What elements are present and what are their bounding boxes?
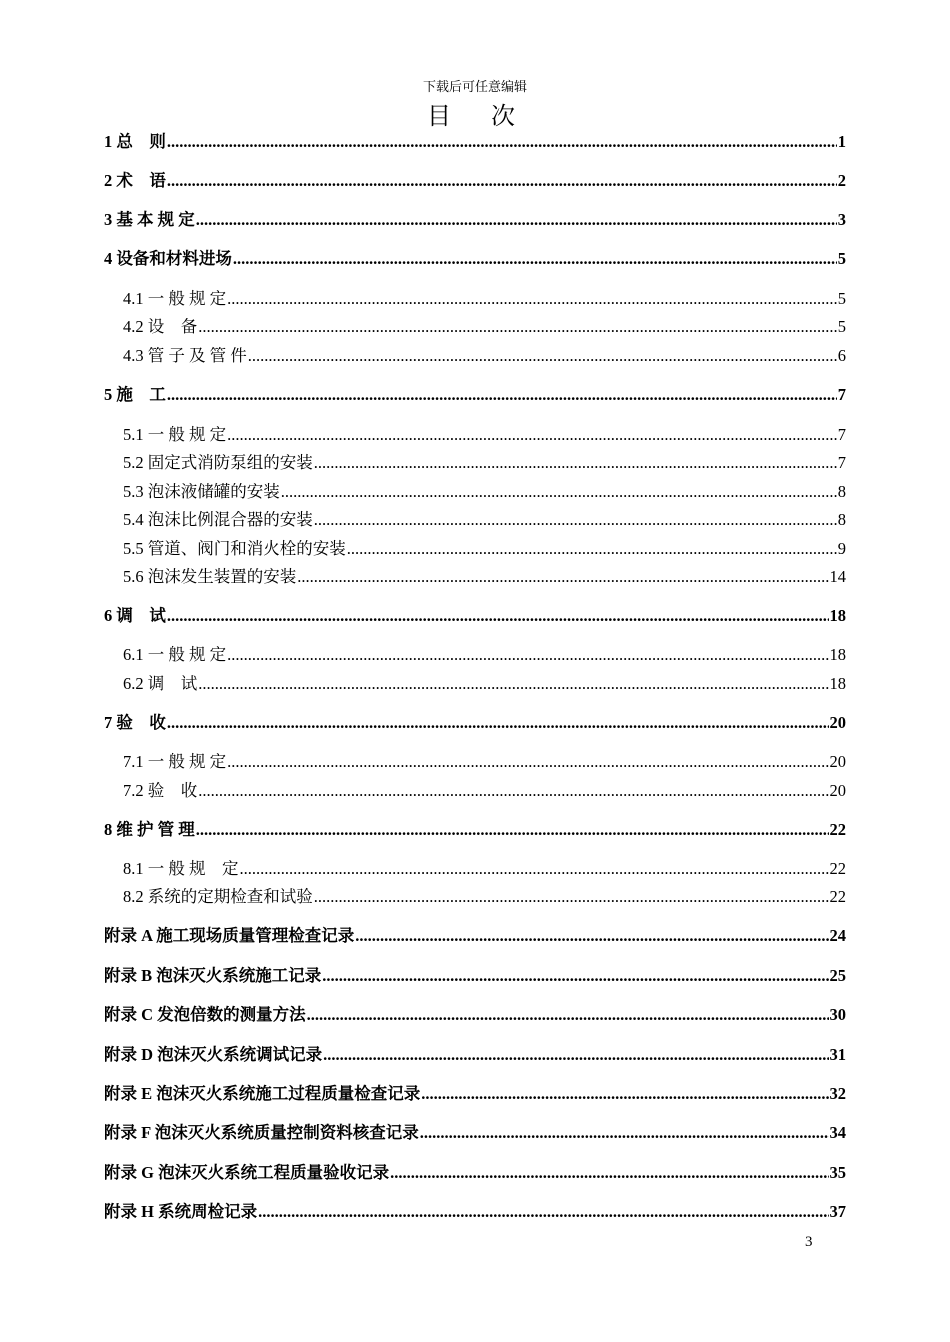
toc-leader-dots bbox=[258, 1202, 828, 1222]
toc-leader-dots bbox=[314, 453, 837, 473]
toc-entry-page: 5 bbox=[837, 317, 846, 336]
toc-leader-dots bbox=[240, 859, 829, 879]
toc-leader-dots bbox=[355, 926, 828, 946]
toc-entry-page: 32 bbox=[829, 1084, 846, 1103]
toc-entry-label: 附录 C 发泡倍数的测量方法 bbox=[104, 1005, 306, 1024]
toc-leader-dots bbox=[167, 385, 837, 405]
toc-entry-label: 附录 A 施工现场质量管理检查记录 bbox=[104, 926, 355, 945]
toc-entry[interactable] bbox=[104, 709, 846, 733]
toc-leader-dots bbox=[198, 781, 828, 801]
toc-leader-dots bbox=[196, 210, 837, 230]
toc-entry[interactable] bbox=[123, 855, 846, 879]
toc-entry-page: 1 bbox=[837, 132, 846, 151]
toc-entry[interactable] bbox=[104, 167, 846, 191]
toc-entry-label: 附录 G 泡沫灭火系统工程质量验收记录 bbox=[104, 1163, 390, 1182]
toc-entry-label: 6.1 一 般 规 定 bbox=[123, 645, 227, 664]
toc-entry[interactable] bbox=[123, 748, 846, 772]
toc-entry[interactable] bbox=[104, 816, 846, 840]
toc-entry[interactable] bbox=[104, 245, 846, 269]
toc-entry[interactable] bbox=[123, 342, 846, 366]
toc-leader-dots bbox=[198, 674, 828, 694]
toc-leader-dots bbox=[307, 1005, 829, 1025]
toc-entry-label: 2 术 语 bbox=[104, 171, 166, 190]
toc-entry-page: 20 bbox=[829, 752, 846, 771]
toc-entry[interactable] bbox=[123, 670, 846, 694]
toc-entry-page: 3 bbox=[837, 210, 846, 229]
toc-entry-page: 22 bbox=[829, 887, 846, 906]
toc-entry-page: 22 bbox=[829, 820, 846, 839]
toc-entry-label: 5.2 固定式消防泵组的安装 bbox=[123, 453, 313, 472]
toc-entry[interactable] bbox=[123, 313, 846, 337]
toc-entry-label: 5.5 管道、阀门和消火栓的安装 bbox=[123, 539, 346, 558]
toc-entry-page: 7 bbox=[837, 425, 846, 444]
toc-entry[interactable] bbox=[123, 641, 846, 665]
toc-leader-dots bbox=[167, 132, 837, 152]
toc-entry[interactable] bbox=[104, 128, 846, 152]
toc-leader-dots bbox=[390, 1163, 828, 1183]
page-number: 3 bbox=[805, 1234, 813, 1250]
toc-entry-page: 35 bbox=[829, 1163, 846, 1182]
toc-entry[interactable] bbox=[104, 1119, 846, 1143]
toc-entry-label: 4.2 设 备 bbox=[123, 317, 198, 336]
toc-entry-label: 8.1 一 般 规 定 bbox=[123, 859, 239, 878]
toc-entry-page: 18 bbox=[829, 645, 846, 664]
toc-entry-page: 5 bbox=[837, 249, 846, 268]
toc-entry-label: 7.2 验 收 bbox=[123, 781, 198, 800]
toc-entry-label: 4.1 一 般 规 定 bbox=[123, 289, 227, 308]
toc-entry-page: 6 bbox=[837, 346, 846, 365]
toc-entry-label: 附录 F 泡沫灭火系统质量控制资料核查记录 bbox=[104, 1123, 419, 1142]
toc-entry[interactable] bbox=[104, 1080, 846, 1104]
toc-leader-dots bbox=[233, 249, 837, 269]
toc-leader-dots bbox=[421, 1084, 828, 1104]
toc-entry[interactable] bbox=[104, 1198, 846, 1222]
toc-entry-label: 5.6 泡沫发生装置的安装 bbox=[123, 567, 297, 586]
toc-leader-dots bbox=[297, 567, 828, 587]
toc-entry[interactable] bbox=[104, 1159, 846, 1183]
toc-entry-label: 5.3 泡沫液储罐的安装 bbox=[123, 482, 280, 501]
toc-entry-label: 6.2 调 试 bbox=[123, 674, 198, 693]
toc-leader-dots bbox=[227, 289, 837, 309]
toc-entry-label: 附录 B 泡沫灭火系统施工记录 bbox=[104, 966, 322, 985]
toc-title: 目 次 bbox=[427, 104, 523, 130]
toc-entry-page: 37 bbox=[829, 1202, 846, 1221]
toc-entry-page: 20 bbox=[829, 781, 846, 800]
toc-leader-dots bbox=[196, 820, 829, 840]
toc-entry[interactable] bbox=[104, 1001, 846, 1025]
toc-entry-label: 4 设备和材料进场 bbox=[104, 249, 232, 268]
toc-entry[interactable] bbox=[123, 883, 846, 907]
toc-entry-page: 18 bbox=[829, 674, 846, 693]
toc-entry-label: 附录 H 系统周检记录 bbox=[104, 1202, 258, 1221]
toc-entry[interactable] bbox=[104, 962, 846, 986]
toc-leader-dots bbox=[227, 752, 828, 772]
toc-entry-page: 8 bbox=[837, 510, 846, 529]
toc-entry-page: 34 bbox=[829, 1123, 846, 1142]
toc-entry-label: 5 施 工 bbox=[104, 385, 166, 404]
toc-leader-dots bbox=[227, 645, 828, 665]
toc-entry-page: 18 bbox=[829, 606, 846, 625]
toc-entry-label: 6 调 试 bbox=[104, 606, 166, 625]
toc-entry-page: 8 bbox=[837, 482, 846, 501]
toc-entry[interactable] bbox=[104, 602, 846, 626]
toc-leader-dots bbox=[167, 713, 829, 733]
toc-entry[interactable] bbox=[123, 478, 846, 502]
toc-entry-page: 31 bbox=[829, 1045, 846, 1064]
toc-entry[interactable] bbox=[123, 421, 846, 445]
toc-entry[interactable] bbox=[123, 563, 846, 587]
toc-entry-label: 4.3 管 子 及 管 件 bbox=[123, 346, 247, 365]
toc-leader-dots bbox=[167, 171, 837, 191]
toc-entry-label: 附录 D 泡沫灭火系统调试记录 bbox=[104, 1045, 323, 1064]
toc-entry[interactable] bbox=[123, 449, 846, 473]
toc-leader-dots bbox=[322, 966, 828, 986]
toc-entry[interactable] bbox=[104, 206, 846, 230]
toc-leader-dots bbox=[314, 510, 837, 530]
toc-entry-page: 14 bbox=[829, 567, 846, 586]
toc-entry-page: 24 bbox=[829, 926, 846, 945]
toc-leader-dots bbox=[347, 539, 837, 559]
toc-leader-dots bbox=[281, 482, 837, 502]
toc-leader-dots bbox=[198, 317, 837, 337]
toc-entry-label: 7.1 一 般 规 定 bbox=[123, 752, 227, 771]
toc-leader-dots bbox=[167, 606, 829, 626]
toc-entry-label: 8 维 护 管 理 bbox=[104, 820, 195, 839]
toc-leader-dots bbox=[227, 425, 837, 445]
toc-entry-page: 7 bbox=[837, 385, 846, 404]
toc-entry[interactable] bbox=[123, 285, 846, 309]
toc-leader-dots bbox=[314, 887, 829, 907]
toc-leader-dots bbox=[420, 1123, 829, 1143]
toc-entry-page: 2 bbox=[837, 171, 846, 190]
toc-leader-dots bbox=[323, 1045, 828, 1065]
toc-entry-page: 9 bbox=[837, 539, 846, 558]
toc-entry-label: 5.4 泡沫比例混合器的安装 bbox=[123, 510, 313, 529]
toc-entry[interactable] bbox=[123, 506, 846, 530]
header-note: 下载后可任意编辑 bbox=[422, 79, 527, 94]
toc-entry-page: 25 bbox=[829, 966, 846, 985]
toc-entry-page: 5 bbox=[837, 289, 846, 308]
toc-entry-page: 20 bbox=[829, 713, 846, 732]
toc-entry[interactable] bbox=[104, 381, 846, 405]
toc-entry-page: 30 bbox=[829, 1005, 846, 1024]
toc-entry-label: 3 基 本 规 定 bbox=[104, 210, 195, 229]
toc-entry-label: 5.1 一 般 规 定 bbox=[123, 425, 227, 444]
toc-entry-label: 7 验 收 bbox=[104, 713, 166, 732]
toc-entry[interactable] bbox=[123, 535, 846, 559]
toc-entry[interactable] bbox=[104, 1041, 846, 1065]
toc-entry-label: 1 总 则 bbox=[104, 132, 166, 151]
toc-entry[interactable] bbox=[123, 777, 846, 801]
toc-entry-page: 22 bbox=[829, 859, 846, 878]
toc-leader-dots bbox=[248, 346, 837, 366]
toc-entry-page: 7 bbox=[837, 453, 846, 472]
toc-entry[interactable] bbox=[104, 922, 846, 946]
toc-entry-label: 8.2 系统的定期检查和试验 bbox=[123, 887, 313, 906]
toc-entry-label: 附录 E 泡沫灭火系统施工过程质量检查记录 bbox=[104, 1084, 421, 1103]
